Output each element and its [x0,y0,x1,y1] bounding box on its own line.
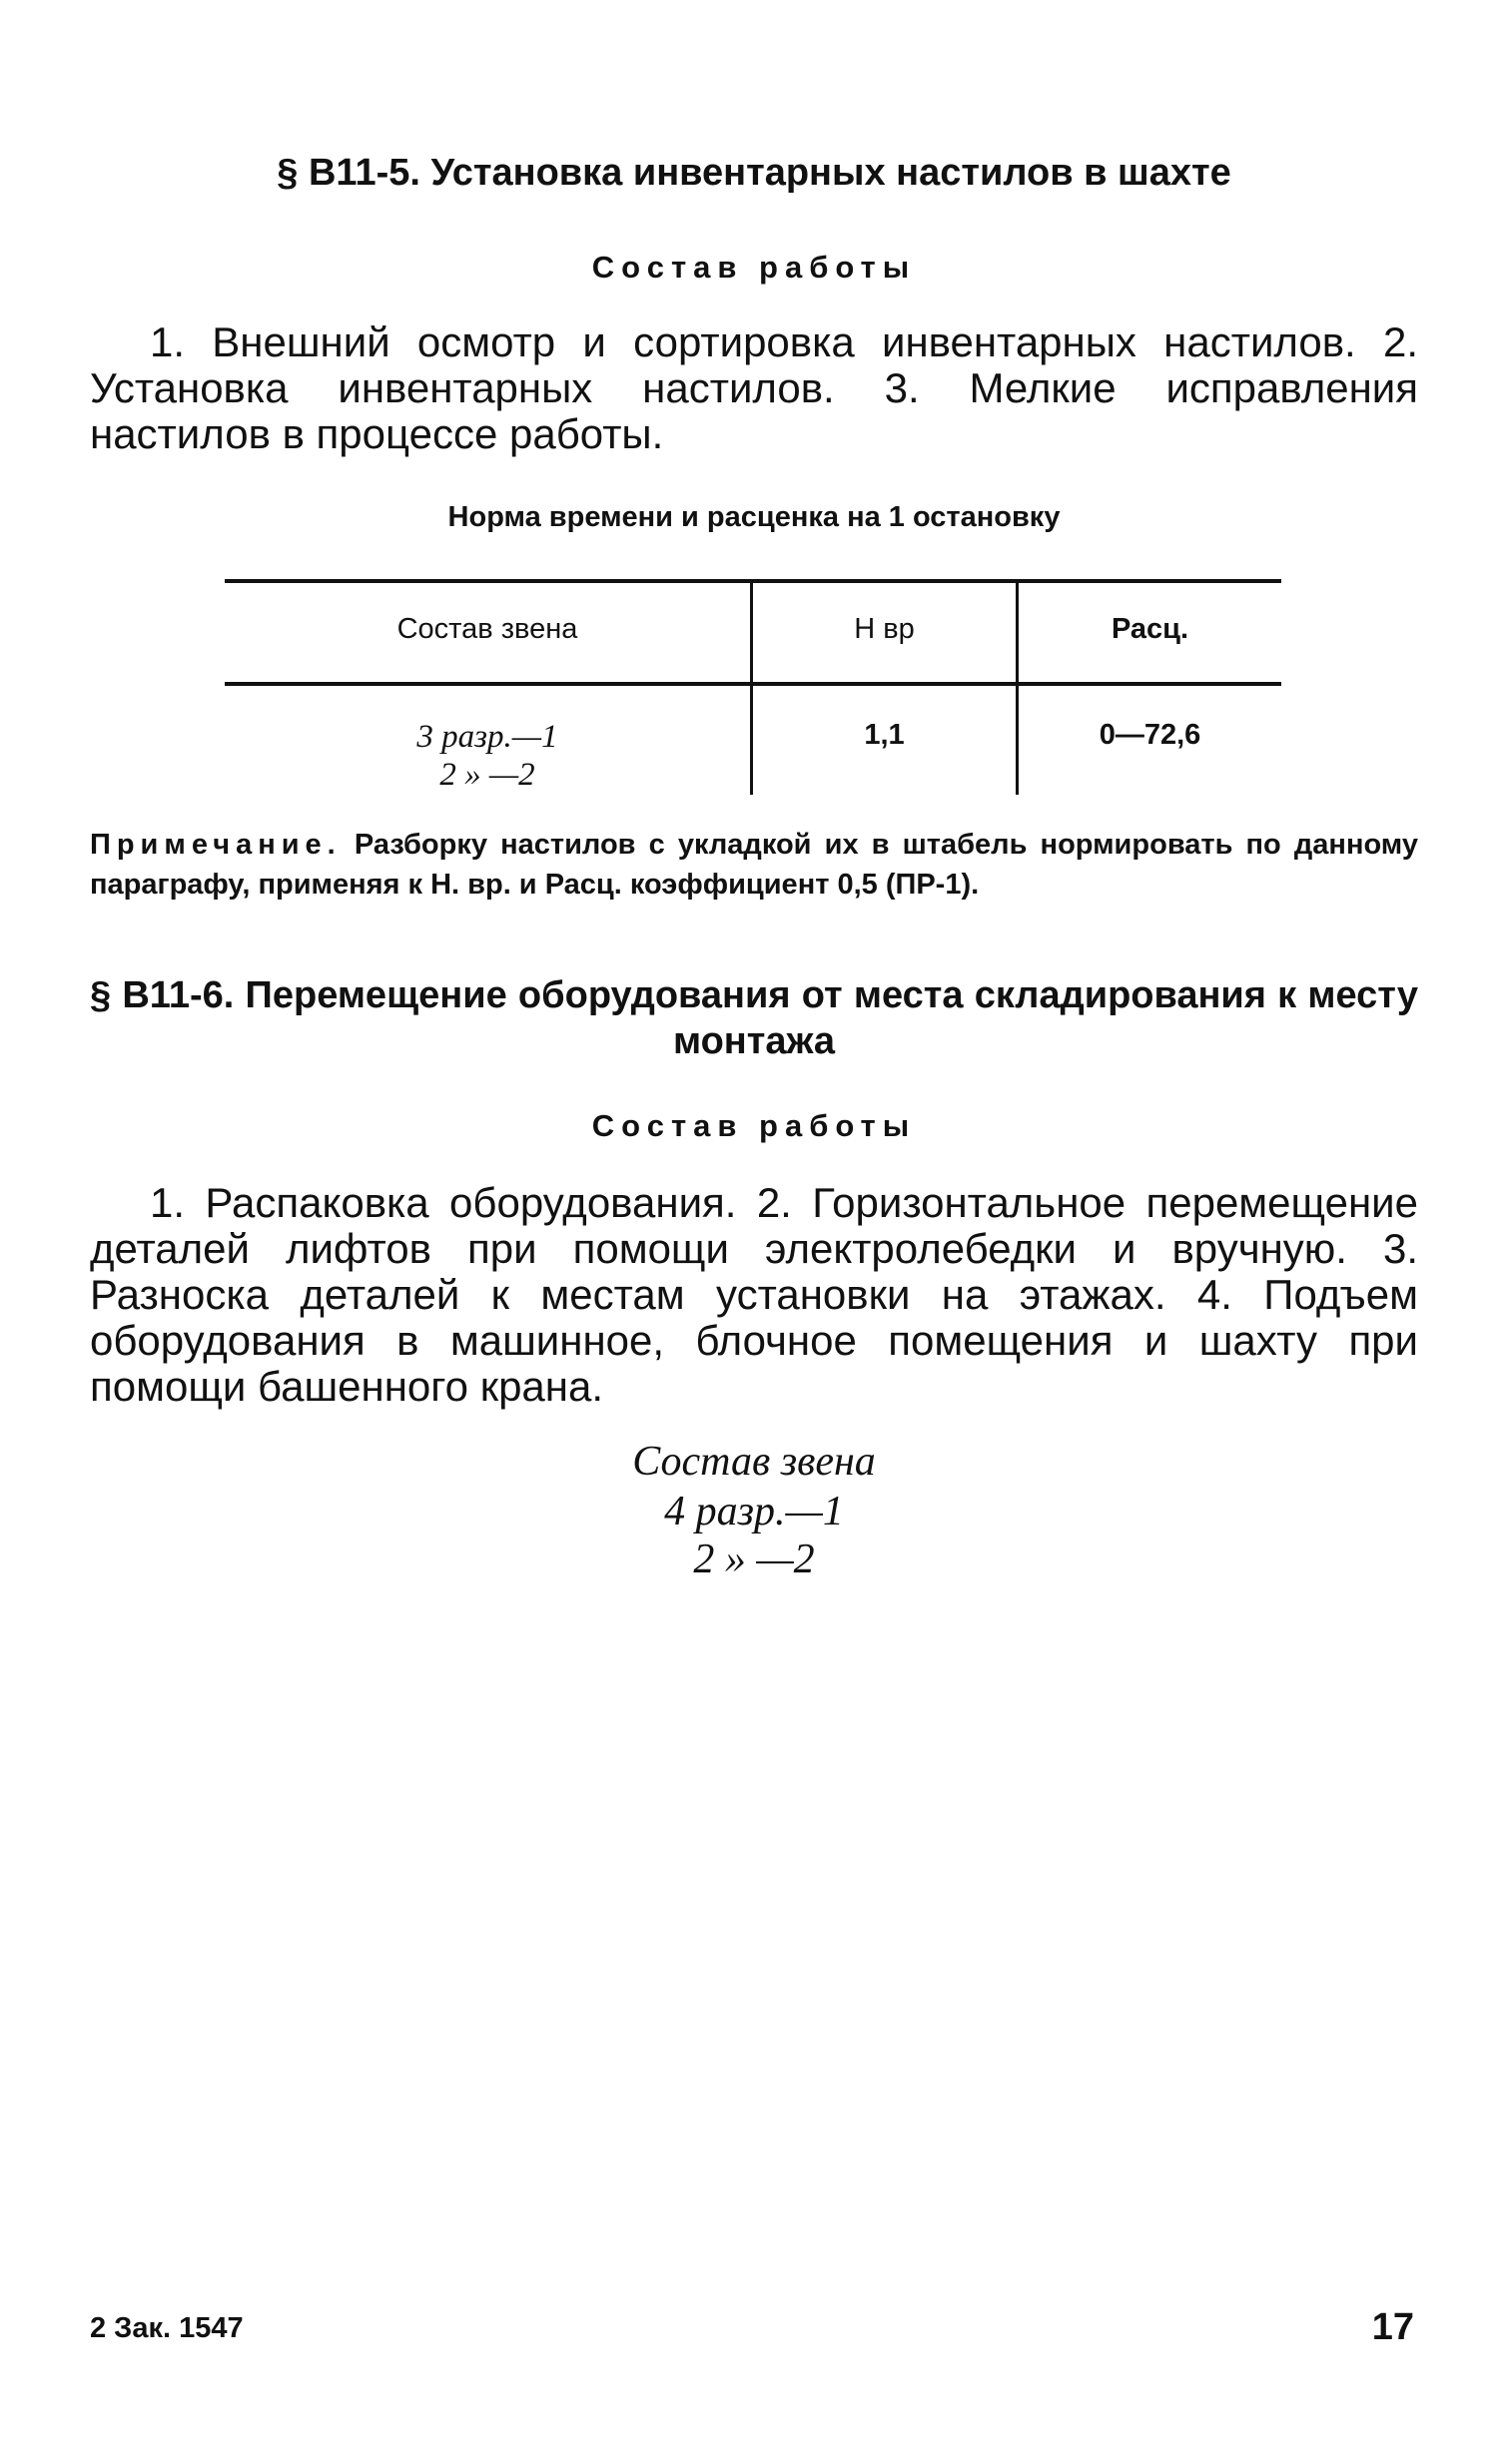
section-title-b11-6: § В11-6. Перемещение оборудования от места складирования к месту монтажа [90,974,1418,1062]
crew-composition-title: Состав звена [632,1439,876,1485]
note-label: Примечание. [90,829,342,861]
table-header-rate: Расц. [1111,613,1189,645]
crew-composition-line-2: 2 » —2 [693,1537,815,1582]
page-number: 17 [1371,2306,1414,2348]
note-text: Разборку настилов с укладкой их в штабель нормировать по данному параграфу, применяя к Н. вр. и Расц. коэффициент 0,5 (ПР-1). [90,829,1418,901]
section-subtitle-work-composition-2: Состав работы [591,1108,917,1143]
table-top-rule [225,579,1281,583]
crew-composition-line-1: 4 разр.—1 [664,1489,844,1535]
section-subtitle-work-composition: Состав работы [591,250,917,285]
table-header-crew: Состав звена [396,613,578,645]
table-caption: Норма времени и расценка на 1 остановку [447,501,1061,533]
section-2-body-text: 1. Распаковка оборудования. 2. Горизонтальное перемещение деталей лифтов при помощи электролебедки и вручную. 3. Разноска деталей к местам установки на этажах. 4. Подъем оборудования в машинное, блочное помещения и шахту при помощи башенного крана. [90,1179,1418,1410]
table-note [90,825,1418,905]
table-cell-rate: 0—72,6 [1099,719,1201,751]
table-cell-crew-line-2: 2 » —2 [439,757,535,793]
table-header-rule [225,682,1281,686]
table-cell-norm: 1,1 [864,719,905,751]
section-title-b11-5: § В11-5. Установка инвентарных настилов в шахте [277,152,1231,194]
section-body-text: 1. Внешний осмотр и сортировка инвентарных настилов. 2. Установка инвентарных настилов. 3. Мелкие исправления настилов в процессе работы. [90,318,1418,457]
table-header-norm: Н вр [854,613,915,645]
table-cell-crew-line-1: 3 разр.—1 [416,719,558,755]
print-order-number: 2 Зак. 1547 [90,2312,244,2344]
